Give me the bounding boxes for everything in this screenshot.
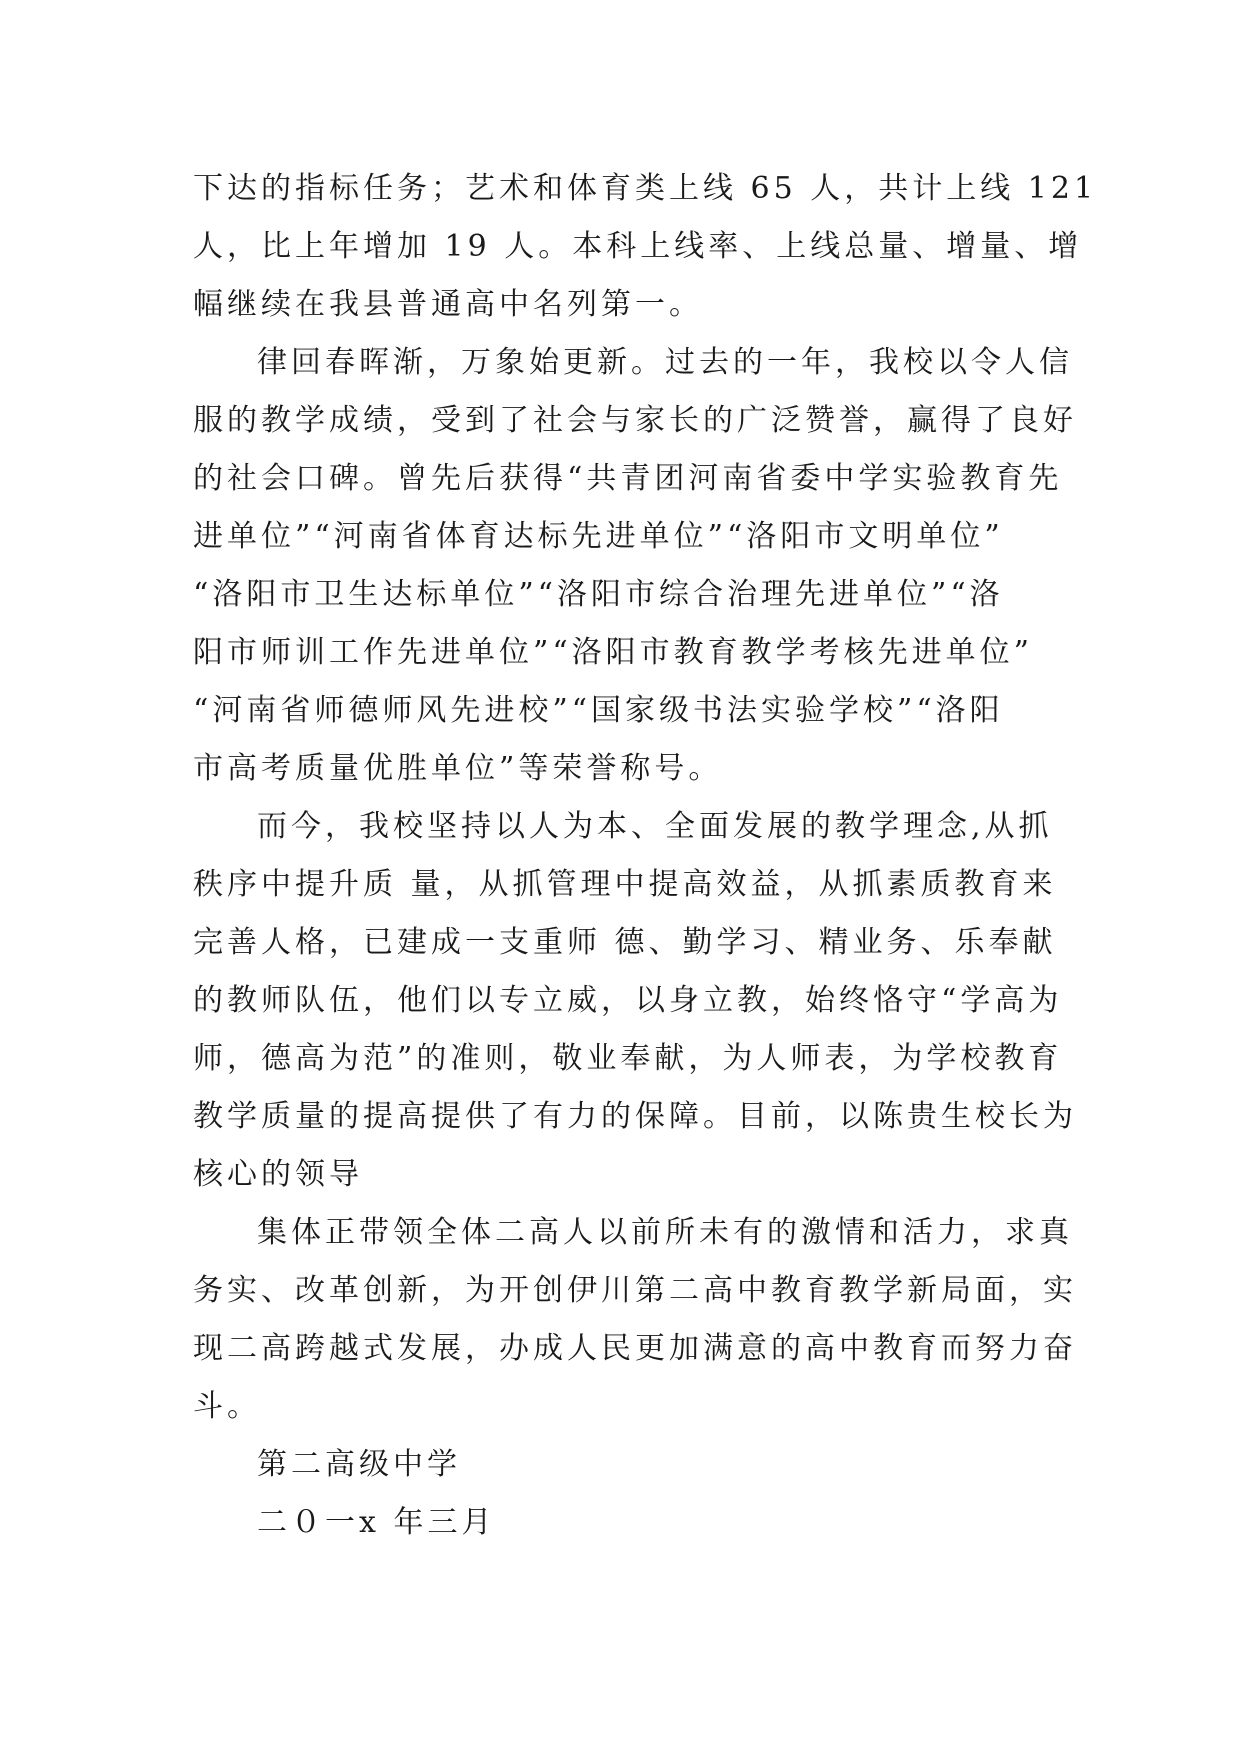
paragraph-line: 完善人格，已建成一支重师 德、勤学习、精业务、乐奉献 [193,925,1057,960]
paragraph-line: 师，德高为范”的准则，敬业奉献，为人师表，为学校教育 [193,1041,1063,1076]
paragraph-line: 现二高跨越式发展，办成人民更加满意的高中教育而努力奋 [193,1331,1077,1366]
school-name: 第二高级中学 [257,1447,461,1482]
paragraph-line: 服的教学成绩，受到了社会与家长的广泛赞誉，赢得了良好 [193,403,1077,438]
paragraph-line: 幅继续在我县普通高中名列第一。 [193,287,703,322]
paragraph-2 [193,334,1077,798]
paragraph-line: 核心的领导 [193,1157,363,1192]
paragraph-line: 下达的指标任务；艺术和体育类上线 65 人，共计上线 121 [193,171,1098,206]
paragraph-line: 市高考质量优胜单位”等荣誉称号。 [193,751,723,786]
paragraph-line: 进单位”“河南省体育达标先进单位”“洛阳市文明单位” [193,519,1004,554]
paragraph-line: “河南省师德师风先进校”“国家级书法实验学校”“洛阳 [193,693,1004,728]
signature-block [193,1436,1053,1552]
paragraph-4 [193,1204,1077,1436]
document-date: 二０一x 年三月 [257,1505,496,1540]
paragraph-line: 人，比上年增加 19 人。本科上线率、上线总量、增量、增 [193,229,1083,264]
paragraph-line: 集体正带领全体二高人以前所未有的激情和活力，求真 [257,1215,1073,1250]
paragraph-line: 而今，我校坚持以人为本、全面发展的教学理念,从抓 [257,809,1053,844]
paragraph-line: 的社会口碑。曾先后获得“共青团河南省委中学实验教育先 [193,461,1063,496]
paragraph-1 [193,160,1098,334]
paragraph-line: “洛阳市卫生达标单位”“洛阳市综合治理先进单位”“洛 [193,577,1004,612]
paragraph-3 [193,798,1077,1204]
paragraph-line: 的教师队伍，他们以专立威，以身立教，始终恪守“学高为 [193,983,1063,1018]
paragraph-line: 务实、改革创新，为开创伊川第二高中教育教学新局面，实 [193,1273,1077,1308]
paragraph-line: 秩序中提升质 量，从抓管理中提高效益，从抓素质教育来 [193,867,1057,902]
paragraph-line: 教学质量的提高提供了有力的保障。目前，以陈贵生校长为 [193,1099,1077,1134]
paragraph-line: 斗。 [193,1389,261,1424]
document-body [193,160,1098,1552]
paragraph-line: 律回春晖渐，万象始更新。过去的一年，我校以令人信 [257,345,1073,380]
paragraph-line: 阳市师训工作先进单位”“洛阳市教育教学考核先进单位” [193,635,1034,670]
